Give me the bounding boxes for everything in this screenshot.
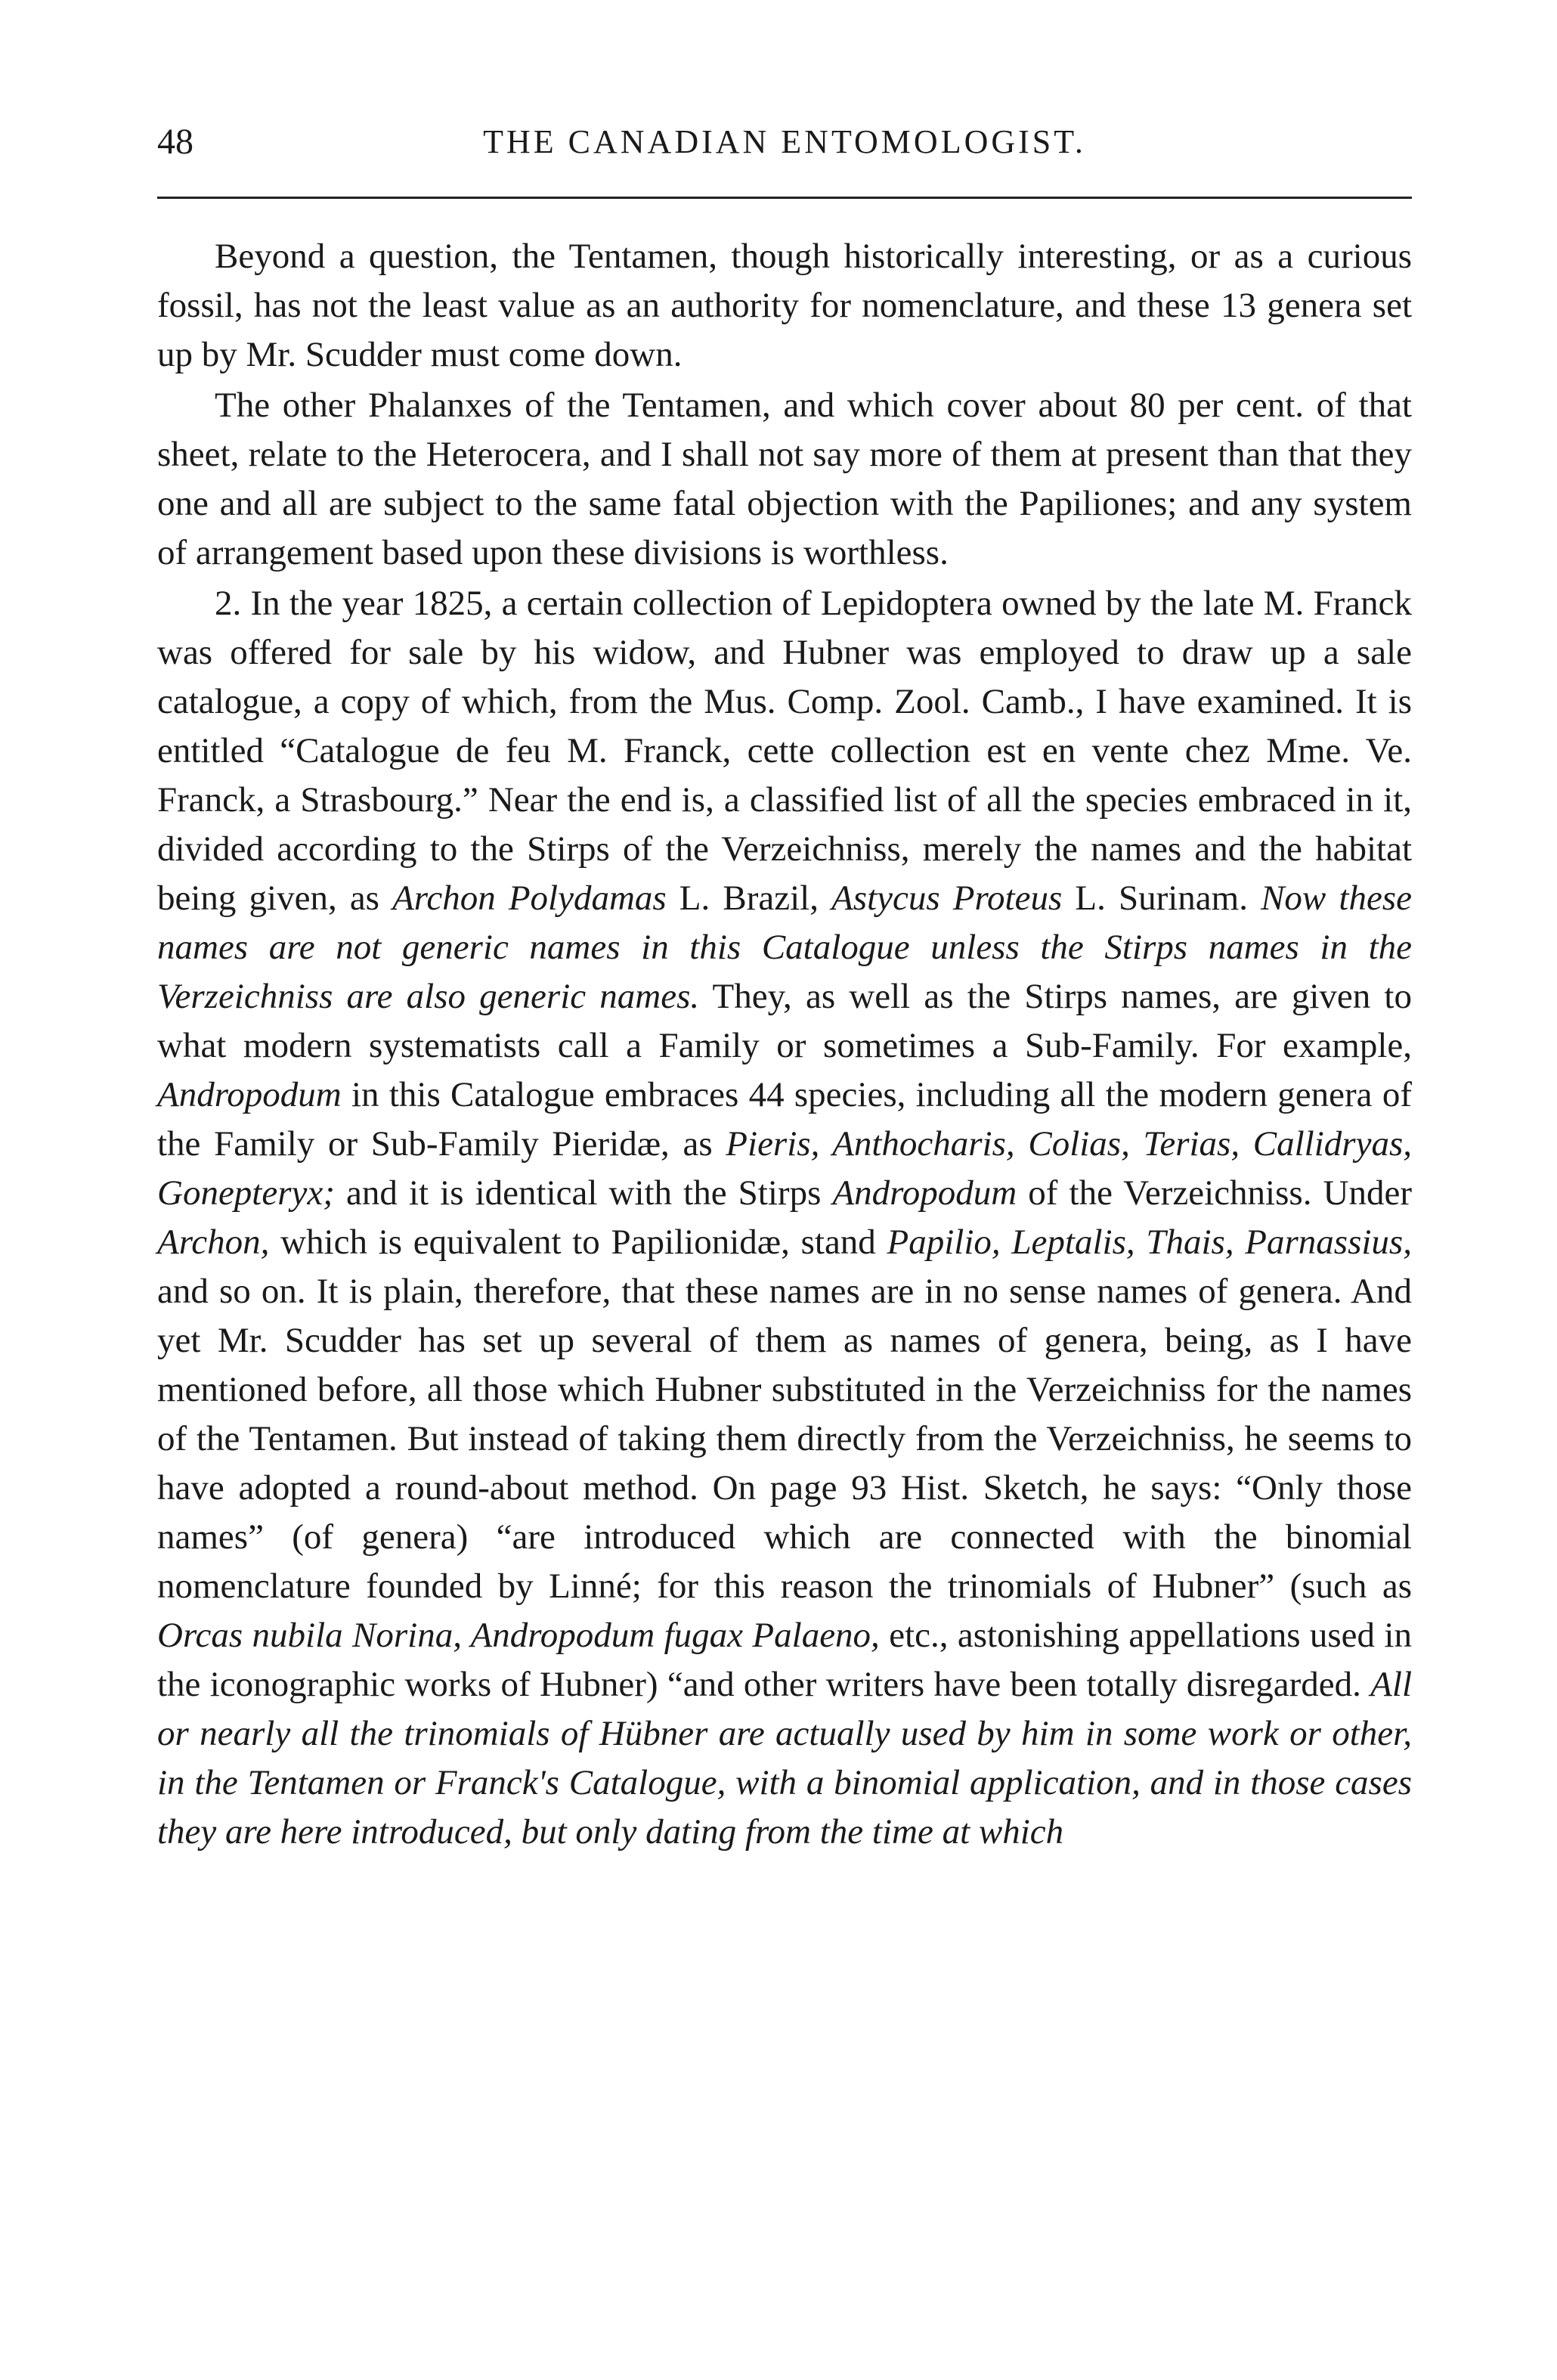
text-run: 2. In the year 1825, a certain collection of Lepidoptera owned by the late M. Franck was offered for sale by his widow, and Hubner was employed to draw up a sale catalogue, a copy of which, from the Mus. Comp. Zool. Camb., I have examined. It is entitled “Catalogue de feu M. Franck, cette collection est en vente chez Mme. Ve. Franck, a Strasbourg.” Near the end is, a classified list of all the species embraced in it, divided according to the Stirps of the Verzeichniss, merely the names and the habitat being given, as	[157, 584, 1412, 918]
text-run: The other Phalanxes of the Tentamen, and which cover about 80 per cent. of that sheet, relate to the Heterocera, and I shall not say more of them at present than that they one and all are subject to the same fatal objection with the Papiliones; and any system of arrangement based upon these divisions is worthless.	[157, 386, 1412, 572]
italic-text: Andropodum	[832, 1173, 1017, 1213]
paragraph	[157, 381, 1412, 578]
text-run: and so on. It is plain, therefore, that these names are in no sense names of genera. And yet Mr. Scudder has set up several of them as names of genera, being, as I have mentioned before, all those which Hubner substituted in the Verzeichniss for the names of the Tentamen. But instead of taking them directly from the Verzeichniss, he seems to have adopted a round-about method. On page 93 Hist. Sketch, he says: “Only those names” (of genera) “are introduced which are connected with the binomial nomenclature founded by Linné; for this reason the trinomials of Hubner” (such as	[157, 1272, 1412, 1606]
text-run: L. Surinam.	[1062, 879, 1261, 918]
italic-text: Orcas nubila Norina, Andropodum fugax Palaeno,	[157, 1616, 880, 1655]
journal-title: THE CANADIAN ENTOMOLOGIST.	[483, 123, 1086, 160]
text-run: in this Catalogue embraces 44 species, including all the modern genera of the Family or Sub-Family Pieridæ, as	[157, 1075, 1412, 1164]
text-run: which is equivalent to Papilionidæ, stand	[269, 1223, 887, 1262]
italic-text: Astycus Proteus	[831, 879, 1063, 918]
italic-text: Archon,	[157, 1223, 270, 1262]
italic-text: Pieris, Anthocharis, Colias, Terias, Callidryas, Gonepteryx;	[157, 1124, 1412, 1213]
text-run: L. Brazil,	[666, 879, 832, 918]
header-rule	[157, 197, 1412, 199]
italic-text: Now these names are not generic names in this Catalogue unless the Stirps names in the Verzeichniss are also generic names.	[157, 879, 1412, 1016]
text-run: They, as well as the Stirps names, are given to what modern systematists call a Family or sometimes a Sub-Family. For example,	[157, 977, 1412, 1065]
document-page	[157, 121, 1412, 1857]
text-run: of the Verzeichniss. Under	[1017, 1173, 1412, 1213]
paragraph	[157, 579, 1412, 1857]
text-run: and it is identical with the Stirps	[334, 1173, 833, 1213]
italic-text: Andropodum	[157, 1075, 342, 1114]
italic-text: All or nearly all the trinomials of Hübner are actually used by him in some work or other, in the Tentamen or Franck's Catalogue, with a binomial application, and in those cases they are here introduced, but only dating from the time at which	[157, 1665, 1412, 1852]
body-text	[157, 232, 1412, 1857]
running-header	[157, 121, 1412, 174]
italic-text: Archon Polydamas	[392, 879, 667, 918]
text-run: etc., astonishing appellations used in the iconographic works of Hubner) “and other writers have been totally disregarded.	[157, 1616, 1412, 1704]
italic-text: Papilio, Leptalis, Thais, Parnassius,	[887, 1223, 1412, 1262]
page-number: 48	[157, 122, 193, 162]
text-run: Beyond a question, the Tentamen, though historically interesting, or as a curious fossil, has not the least value as an authority for nomenclature, and these 13 genera set up by Mr. Scudder must come down.	[157, 237, 1412, 374]
paragraph	[157, 232, 1412, 380]
